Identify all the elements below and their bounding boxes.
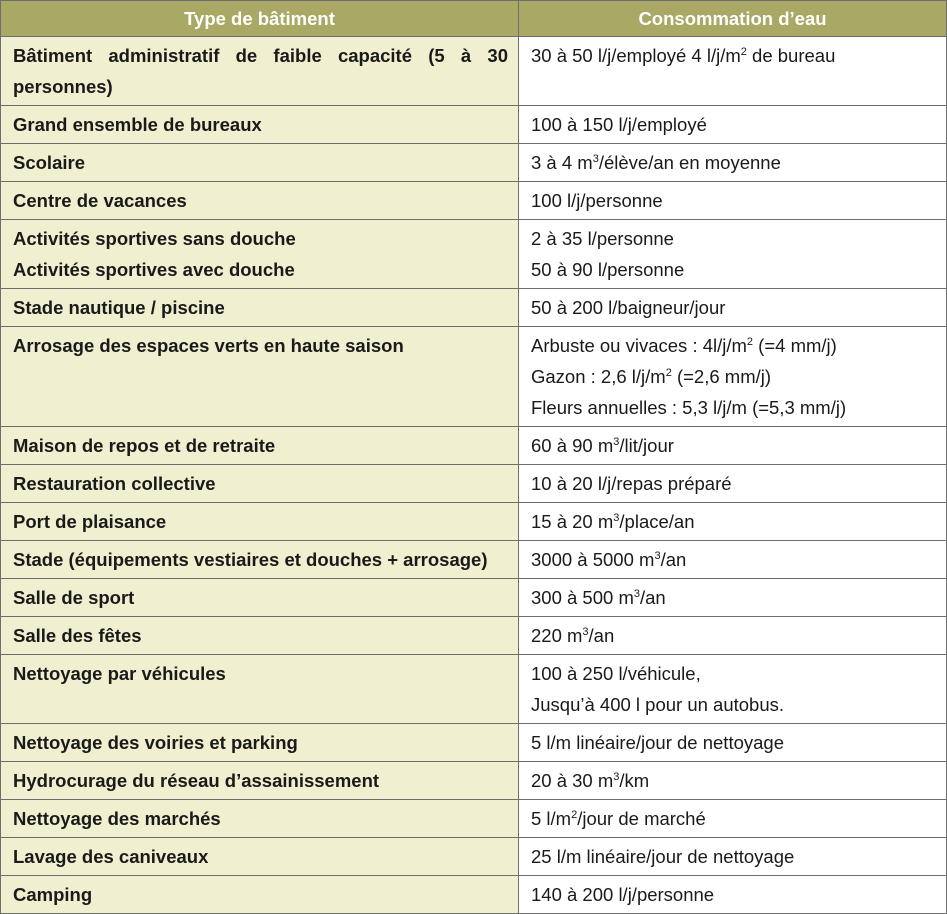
consumption-cell	[519, 37, 947, 106]
consumption-cell	[519, 541, 947, 579]
table-body	[1, 37, 947, 914]
building-type-label: Nettoyage des marchés	[13, 808, 221, 829]
building-type-label: Maison de repos et de retraite	[13, 435, 276, 456]
consumption-value: 25 l/m linéaire/jour de nettoyage	[531, 846, 795, 867]
building-type-cell	[1, 617, 519, 655]
building-type-cell	[1, 503, 519, 541]
consumption-cell	[519, 800, 947, 838]
building-type-label: Activités sportives sans douche	[13, 228, 296, 249]
consumption-cell	[519, 503, 947, 541]
building-type-label: Hydrocurage du réseau d’assainissement	[13, 770, 380, 791]
consumption-cell	[519, 144, 947, 182]
building-type-label: Nettoyage des voiries et parking	[13, 732, 298, 753]
consumption-cell	[519, 876, 947, 914]
table-row	[1, 106, 947, 144]
building-type-label: Salle de sport	[13, 587, 135, 608]
building-type-cell	[1, 327, 519, 427]
consumption-value: 60 à 90 $m^3/lit$/jour	[531, 435, 674, 456]
table-row	[1, 465, 947, 503]
header-type: Type de bâtiment	[1, 1, 519, 37]
building-type-label: Centre de vacances	[13, 190, 187, 211]
building-type-label: Arrosage des espaces verts en haute saison	[13, 335, 404, 356]
building-type-label: Grand ensemble de bureaux	[13, 114, 262, 135]
consumption-value: 5 l/m linéaire/jour de nettoyage	[531, 732, 784, 753]
header-consumption: Consommation d’eau	[519, 1, 947, 37]
consumption-value: 100 l/j/personne	[531, 190, 663, 211]
table-row	[1, 503, 947, 541]
consumption-value: 3000 à 5000 $m^3/an$	[531, 549, 687, 570]
building-type-cell	[1, 800, 519, 838]
consumption-cell	[519, 724, 947, 762]
building-type-label: Camping	[13, 884, 93, 905]
building-type-label: Activités sportives avec douche	[13, 259, 295, 280]
consumption-value: 140 à 200 l/j/personne	[531, 884, 715, 905]
consumption-cell	[519, 655, 947, 724]
building-type-cell	[1, 655, 519, 724]
building-type-cell	[1, 579, 519, 617]
building-type-label: Scolaire	[13, 152, 85, 173]
consumption-value: 50 à 90 l/personne	[531, 259, 685, 280]
table-row	[1, 541, 947, 579]
consumption-value: 3 à 4 $m^3/élève/an$ en moyenne	[531, 152, 781, 173]
building-type-cell	[1, 838, 519, 876]
table-row	[1, 876, 947, 914]
consumption-cell	[519, 838, 947, 876]
table-row	[1, 617, 947, 655]
building-type-cell	[1, 541, 519, 579]
table-row	[1, 182, 947, 220]
table-row	[1, 327, 947, 427]
table-row	[1, 37, 947, 106]
consumption-value: Fleurs annuelles : 5,3 l/j/m (=5,3 mm/j)	[531, 397, 847, 418]
building-type-cell	[1, 144, 519, 182]
table-row	[1, 289, 947, 327]
table-row	[1, 220, 947, 289]
consumption-cell	[519, 220, 947, 289]
building-type-cell	[1, 182, 519, 220]
table-header	[1, 1, 947, 37]
consumption-cell	[519, 327, 947, 427]
consumption-cell	[519, 427, 947, 465]
table-row	[1, 579, 947, 617]
consumption-value: 300 à 500 $m^3/an$	[531, 587, 666, 608]
consumption-value: Jusqu’à 400 l pour un autobus.	[531, 694, 785, 715]
consumption-value: 50 à 200 l/baigneur/jour	[531, 297, 726, 318]
building-type-label: Salle des fêtes	[13, 625, 142, 646]
building-type-label: Bâtiment administratif de faible capacité (5 à 30 personnes)	[13, 45, 508, 97]
building-type-label: Stade (équipements vestiaires et douches + arrosage)	[13, 549, 488, 570]
consumption-cell	[519, 182, 947, 220]
table-row	[1, 655, 947, 724]
building-type-label: Stade nautique / piscine	[13, 297, 225, 318]
consumption-value: 220 $m^3/an$	[531, 625, 615, 646]
consumption-value: 5 $l/m^2$/jour de marché	[531, 808, 706, 829]
table-row	[1, 762, 947, 800]
building-type-cell	[1, 762, 519, 800]
consumption-value: 100 à 250 l/véhicule,	[531, 663, 701, 684]
consumption-cell	[519, 289, 947, 327]
consumption-value: 2 à 35 l/personne	[531, 228, 674, 249]
building-type-label: Nettoyage par véhicules	[13, 663, 226, 684]
table-row	[1, 838, 947, 876]
table-row	[1, 724, 947, 762]
consumption-cell	[519, 579, 947, 617]
consumption-cell	[519, 762, 947, 800]
header-row	[1, 1, 947, 37]
building-type-cell	[1, 106, 519, 144]
consumption-cell	[519, 465, 947, 503]
consumption-value: 15 à 20 $m^3/place/an$	[531, 511, 695, 532]
building-type-label: Lavage des caniveaux	[13, 846, 209, 867]
consumption-cell	[519, 617, 947, 655]
building-type-cell	[1, 289, 519, 327]
table-row	[1, 427, 947, 465]
building-type-label: Restauration collective	[13, 473, 216, 494]
building-type-cell	[1, 876, 519, 914]
building-type-cell	[1, 37, 519, 106]
building-type-cell	[1, 220, 519, 289]
consumption-value: 10 à 20 l/j/repas préparé	[531, 473, 732, 494]
consumption-value: 100 à 150 l/j/employé	[531, 114, 707, 135]
building-type-label: Port de plaisance	[13, 511, 167, 532]
consumption-value: Arbuste ou vivaces : $4l/j/m^2$ (=4 mm/j)	[531, 335, 837, 356]
building-type-cell	[1, 465, 519, 503]
consumption-value: Gazon : 2,6 $l/j/m^2$ (=2,6 mm/j)	[531, 366, 772, 387]
consumption-value: 20 à 30 $m^3/km$	[531, 770, 650, 791]
consumption-value: 30 à 50 l/j/employé 4 $l/j/m^2$ de bureau	[531, 45, 836, 66]
building-type-cell	[1, 427, 519, 465]
table-row	[1, 144, 947, 182]
building-type-cell	[1, 724, 519, 762]
table-row	[1, 800, 947, 838]
consumption-cell	[519, 106, 947, 144]
